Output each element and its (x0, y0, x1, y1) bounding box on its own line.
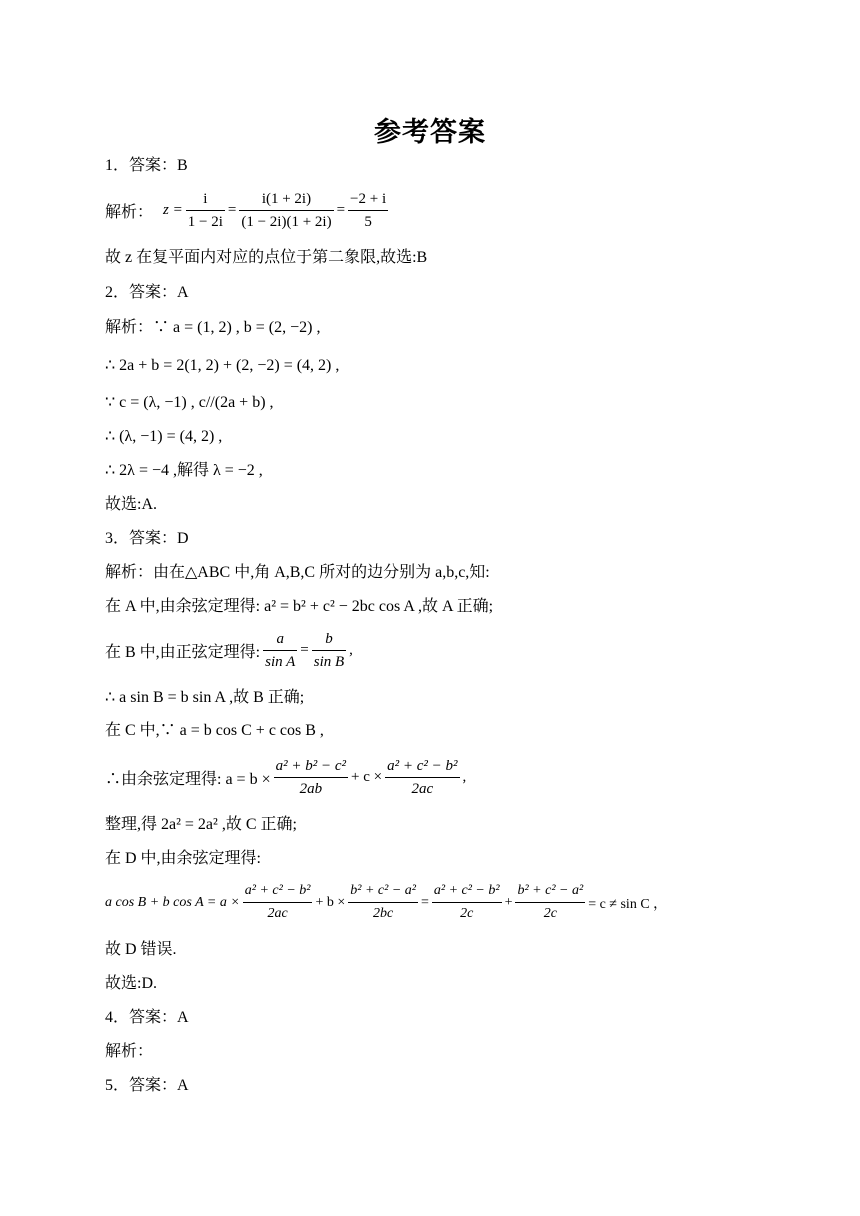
q3-l3-fraction-1 (263, 628, 297, 673)
q3-line-10: 故 D 错误. (105, 941, 177, 958)
q1-eq2: = (336, 202, 346, 218)
q3-l9-f3-den: 2c (432, 902, 502, 925)
q1-conclusion: 故 z 在复平面内对应的点位于第二象限,故选:B (105, 249, 428, 266)
q3-l9-f2-den: 2bc (348, 902, 418, 925)
q3-l9-f4-den: 2c (515, 902, 585, 925)
q3-l3-suffix: , (349, 642, 353, 658)
q3-line-9 (105, 880, 667, 925)
q3-line-11: 故选:D. (105, 975, 158, 992)
q1-f3-num: −2 + i (350, 191, 387, 207)
q3-l9-f4-num: b² + c² − a² (517, 883, 584, 898)
q2-answer: 2．答案：A (105, 284, 189, 301)
q1-f2-den: (1 − 2i)(1 + 2i) (239, 210, 333, 233)
q3-l9-mid1: + b × (315, 894, 346, 910)
q1-fraction-1 (186, 188, 225, 233)
q4-answer: 4．答案：A (105, 1009, 189, 1026)
q3-l6-fraction-1 (274, 755, 348, 800)
q3-answer: 3．答案：D (105, 530, 189, 547)
q1-analysis-label: 解析： (105, 204, 154, 221)
q3-l9-f1-den: 2ac (243, 902, 313, 925)
q2-line-5: ∴ 2λ = −4 ,解得 λ = −2 , (105, 462, 263, 479)
q3-l9-plus: + (504, 894, 513, 910)
q3-line-5: 在 C 中,∵ a = b cos C + c cos B , (105, 722, 324, 739)
q3-line-4: ∴ a sin B = b sin A ,故 B 正确; (105, 689, 305, 706)
q3-line-1: 解析：由在△ABC 中,角 A,B,C 所对的边分别为 a,b,c,知: (105, 564, 490, 581)
q3-l6-f1-num: a² + b² − c² (275, 758, 347, 774)
q3-line-7: 整理,得 2a² = 2a² ,故 C 正确; (105, 816, 297, 833)
q1-eq1: = (227, 202, 237, 218)
q3-l9-f1-num: a² + c² − b² (244, 883, 311, 898)
q1-eq-lhs: z = (163, 202, 183, 218)
q3-l6-f2-den: 2ac (385, 777, 459, 800)
q3-l3-f1-num: a (276, 631, 284, 647)
q3-l9-suffix: = c ≠ sin C ， (588, 896, 668, 912)
q3-l9-fraction-2 (348, 880, 418, 925)
q3-line-6 (105, 755, 466, 800)
q3-l6-fraction-2 (385, 755, 459, 800)
q3-l3-eq: = (300, 642, 309, 658)
q3-l3-f2-den: sin B (312, 650, 346, 673)
q2-line-6: 故选:A. (105, 496, 158, 513)
q3-l9-f2-num: b² + c² − a² (350, 883, 416, 898)
q3-l3-fraction-2 (312, 628, 346, 673)
q3-l9-eq: = (420, 894, 429, 910)
q3-l6-f2-num: a² + c² − b² (387, 758, 458, 774)
q3-l9-fraction-3 (432, 880, 502, 925)
page-title: 参考答案 (374, 117, 486, 148)
q2-line-4: ∴ (λ, −1) = (4, 2) , (105, 428, 223, 445)
q1-f1-den: 1 − 2i (186, 210, 225, 233)
q3-line-8: 在 D 中,由余弦定理得: (105, 850, 262, 867)
q3-line-3 (105, 628, 353, 673)
q1-f3-den: 5 (348, 210, 388, 233)
q3-l3-prefix: 在 B 中,由正弦定理得: (105, 644, 261, 661)
q1-f1-num: i (203, 191, 208, 207)
q2-line-1: 解析：∵ a = (1, 2) , b = (2, −2) , (105, 319, 321, 336)
q3-l6-suffix: , (462, 769, 467, 785)
q2-line-2: ∴ 2a + b = 2(1, 2) + (2, −2) = (4, 2) , (105, 357, 340, 374)
q3-l6-prefix: ∴由余弦定理得: a = b × (105, 771, 271, 788)
q2-line-3: ∵ c = (λ, −1) , c//(2a + b) , (105, 394, 274, 411)
q3-l3-f1-den: sin A (263, 650, 297, 673)
q1-fraction-2 (239, 188, 333, 233)
q1-analysis (105, 188, 391, 233)
q3-l6-f1-den: 2ab (274, 777, 348, 800)
q1-answer: 1．答案：B (105, 157, 188, 174)
q3-l3-f2-num: b (325, 631, 333, 647)
q4-analysis: 解析： (105, 1043, 154, 1060)
q3-l6-mid: + c × (351, 769, 383, 785)
q3-line-2: 在 A 中,由余弦定理得: a² = b² + c² − 2bc cos A ,故 A 正确; (105, 598, 494, 615)
q3-l9-fraction-1 (243, 880, 313, 925)
q5-answer: 5．答案：A (105, 1077, 189, 1094)
q1-f2-num: i(1 + 2i) (261, 191, 312, 207)
q3-l9-f3-num: a² + c² − b² (433, 883, 500, 898)
q1-fraction-3 (348, 188, 388, 233)
q3-l9-fraction-4 (515, 880, 585, 925)
q3-l9-prefix: a cos B + b cos A = a × (105, 894, 240, 910)
